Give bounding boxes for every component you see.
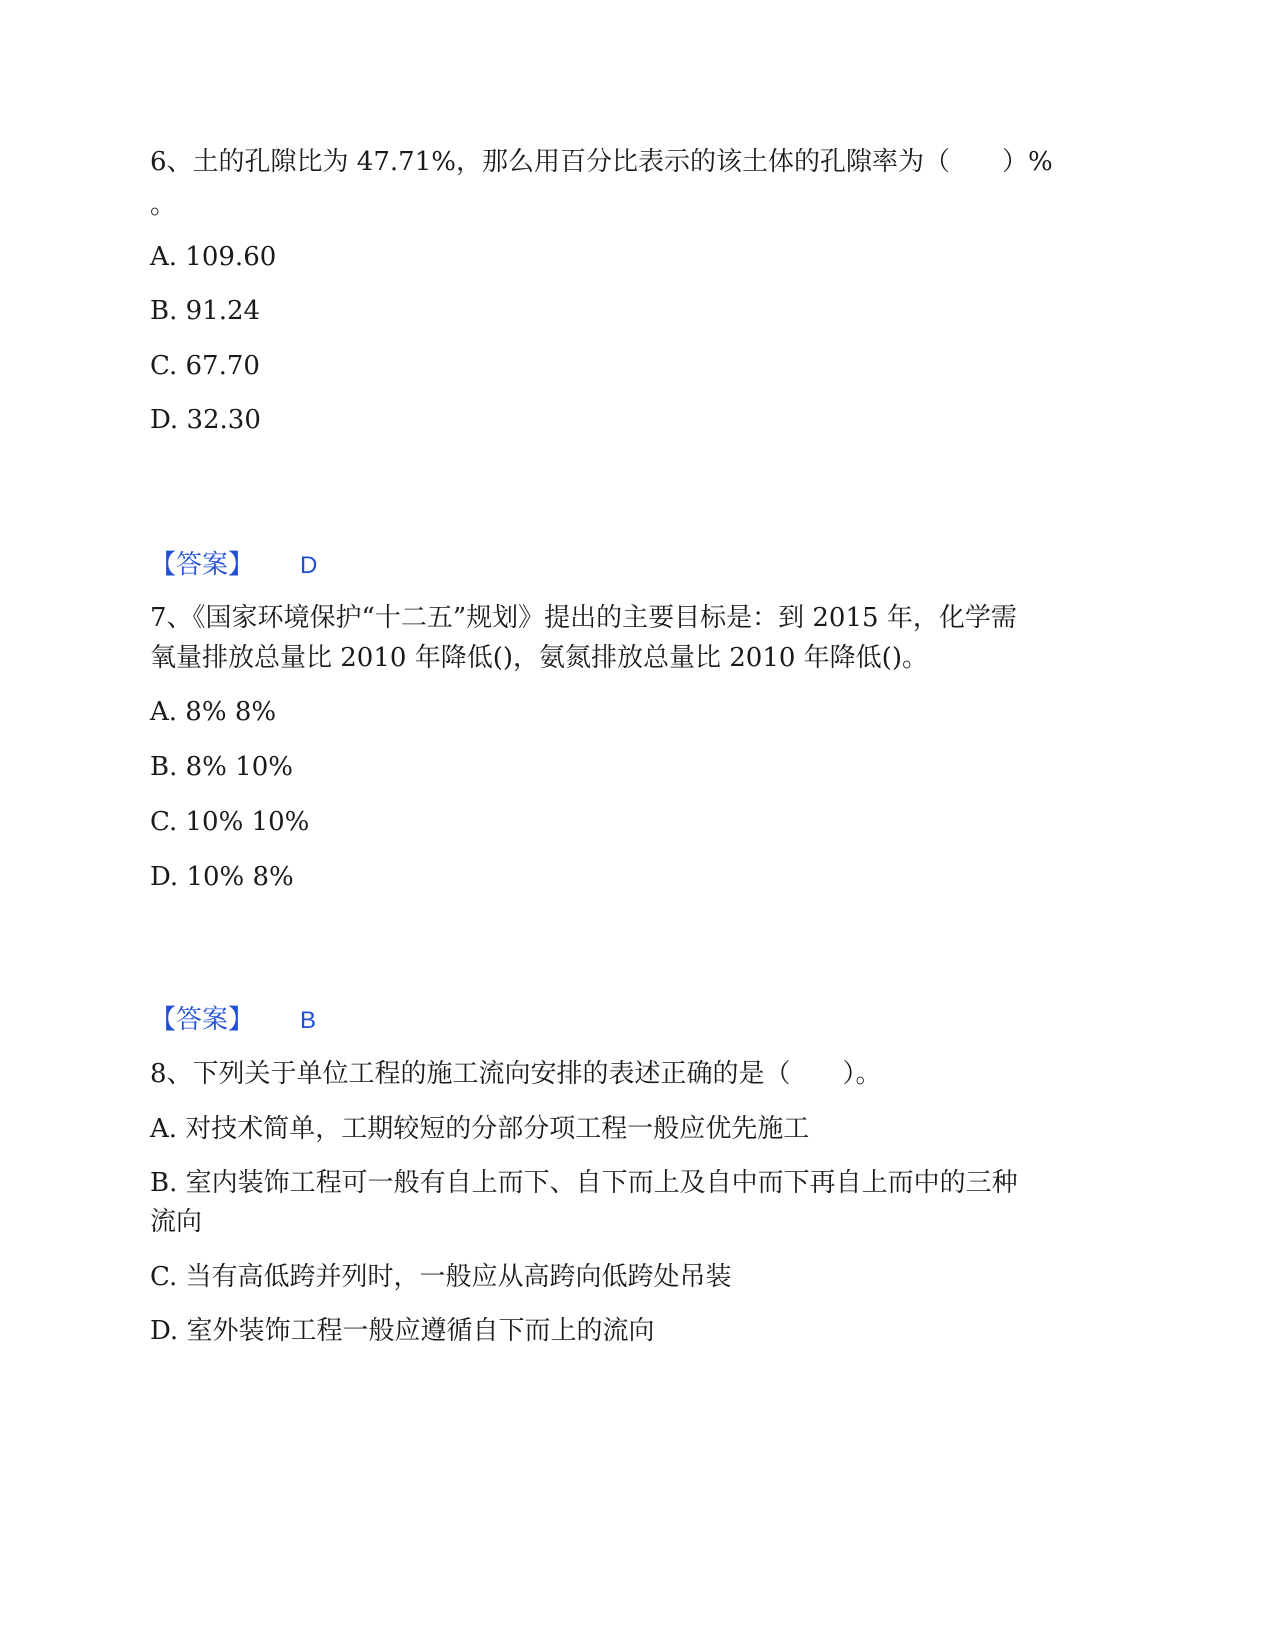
q8-stem: 8、下列关于单位工程的施工流向安排的表述正确的是（ ）。: [150, 1059, 882, 1089]
q6-stem-line1: 6、土的孔隙比为 47.71%，那么用百分比表示的该土体的孔隙率为（ ）%: [150, 147, 1053, 177]
q6-option-c: C. 67.70: [150, 351, 260, 381]
q6-option-a: A. 109.60: [150, 242, 277, 272]
q8-option-d: D. 室外装饰工程一般应遵循自下而上的流向: [150, 1316, 655, 1346]
q6-option-b: B. 91.24: [150, 296, 261, 326]
answer-6-value: D: [300, 552, 318, 579]
answer-7-value: B: [300, 1007, 317, 1034]
q7-option-a: A. 8% 8%: [150, 697, 277, 727]
q6-stem-line2: 。: [150, 190, 177, 220]
q7-option-b: B. 8% 10%: [150, 752, 293, 782]
answer-7: [150, 1000, 316, 1041]
q7-option-c: C. 10% 10%: [150, 807, 310, 837]
q6-option-d: D. 32.30: [150, 405, 261, 435]
q8-option-b-line1: B. 室内装饰工程可一般有自上而下、自下而上及自中而下再自上而中的三种: [150, 1168, 1018, 1198]
q7-option-d: D. 10% 8%: [150, 862, 294, 892]
q8-option-a: A. 对技术简单，工期较短的分部分项工程一般应优先施工: [150, 1114, 810, 1144]
answer-6-label: 【答案】: [150, 550, 255, 580]
q8-option-b-line2: 流向: [150, 1207, 203, 1237]
q7-stem-line1: 7、《国家环境保护“十二五”规划》提出的主要目标是：到 2015 年，化学需: [150, 603, 1017, 633]
answer-7-label: 【答案】: [150, 1005, 255, 1035]
q7-stem-line2: 氧量排放总量比 2010 年降低()，氨氮排放总量比 2010 年降低()。: [150, 643, 928, 673]
q8-option-c: C. 当有高低跨并列时，一般应从高跨向低跨处吊装: [150, 1262, 732, 1292]
answer-6: [150, 545, 317, 586]
